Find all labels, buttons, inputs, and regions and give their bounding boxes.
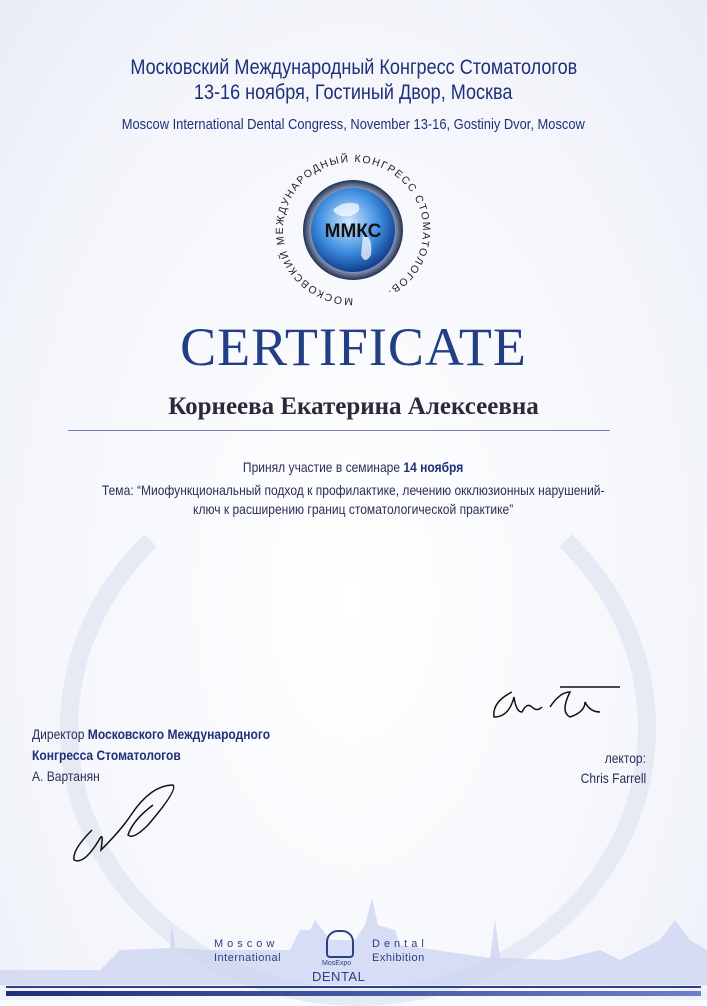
footer-right-line1: Dental xyxy=(372,938,428,950)
recipient-name: Корнеева Екатерина Алексеевна xyxy=(168,393,539,420)
header-title-en: Moscow International Dental Congress, November 13-16, Gostiniy Dvor, Moscow xyxy=(121,116,586,133)
logo-abbr: ММКС xyxy=(324,221,382,242)
director-name: А. Вартанян xyxy=(32,768,100,784)
lecturer-block: лектор: Chris Farrell xyxy=(580,750,646,786)
director-signature xyxy=(62,775,192,865)
name-underline xyxy=(68,430,610,431)
tooth-icon xyxy=(326,930,354,958)
exhibition-logo xyxy=(0,930,707,990)
header-line2: 13-16 ноября, Гостиный Двор, Москва xyxy=(194,81,513,104)
participation: Принял участие в семинаре 14 ноября xyxy=(243,459,464,475)
topic-line-2: ключ к расширению границ стоматологической практике” xyxy=(193,501,514,517)
lecturer-signature xyxy=(490,682,630,727)
topic-line-1: Тема: “Миофункциональный подход к профилактике, лечению окклюзионных нарушений- xyxy=(102,482,605,498)
footer-brand-big: DENTAL xyxy=(312,969,366,984)
bottom-bar xyxy=(6,991,701,996)
bottom-rule xyxy=(6,986,701,988)
footer-left-line2: International xyxy=(214,952,282,964)
footer-brand-small: MosExpo xyxy=(322,960,352,967)
congress-logo xyxy=(263,150,443,310)
lecturer-name: Chris Farrell xyxy=(580,770,646,786)
certificate-title: CERTIFICATE xyxy=(180,317,527,377)
footer-right-line2: Exhibition xyxy=(372,952,425,964)
header-title-ru xyxy=(0,55,707,105)
logo-ring-text: МОСКОВСКИЙ МЕЖДУНАРОДНЫЙ КОНГРЕСС СТОМАТОЛОГОВ· xyxy=(274,152,433,308)
director-block: Директор Московского Международного Конгресса Стоматологов А. Вартанян xyxy=(32,724,309,787)
seminar-date: 14 ноября xyxy=(403,459,464,475)
header-line1: Московский Международный Конгресс Стоматологов xyxy=(130,56,577,79)
footer-left-line1: Moscow xyxy=(214,938,279,950)
